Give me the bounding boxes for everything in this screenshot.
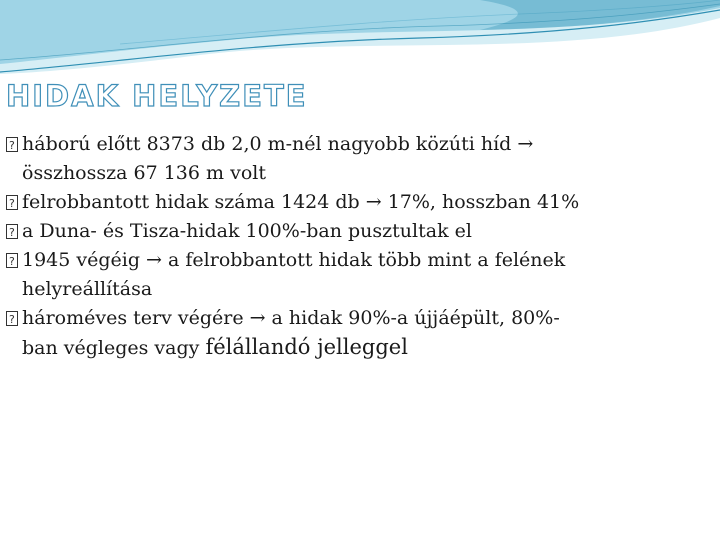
bullet-glyph-icon [6,253,18,268]
bullet-glyph-icon [6,137,18,152]
bullet-item [6,188,706,217]
bullet-text: háború előtt 8373 db 2,0 m-nél nagyobb közúti híd → [22,133,534,155]
bullet-glyph-icon [6,195,18,210]
bullet-text: hároméves terv végére → a hidak 90%-a újjáépült, 80%- [22,307,560,329]
slide-title: HIDAK HELYZETE [6,79,308,113]
bullet-text-continued: összhossza 67 136 m volt [22,162,266,184]
bullet-text-emphasis: félállandó jelleggel [205,335,408,359]
bullet-item [6,130,706,188]
bullet-glyph-icon [6,311,18,326]
bullet-item [6,304,706,363]
bullet-text: felrobbantott hidak száma 1424 db → 17%, hosszban 41% [22,191,580,213]
bullet-text-continued: helyreállítása [22,278,153,300]
bullet-item [6,246,706,304]
bullet-item [6,217,706,246]
bullet-text-part: ban végleges vagy [22,337,206,359]
bullet-list [6,130,706,363]
bullet-glyph-icon [6,224,18,239]
bullet-text: a Duna- és Tisza-hidak 100%-ban pusztultak el [22,220,472,242]
bullet-text-continued [22,333,706,363]
bullet-text: 1945 végéig → a felrobbantott hidak több mint a felének [22,249,566,271]
